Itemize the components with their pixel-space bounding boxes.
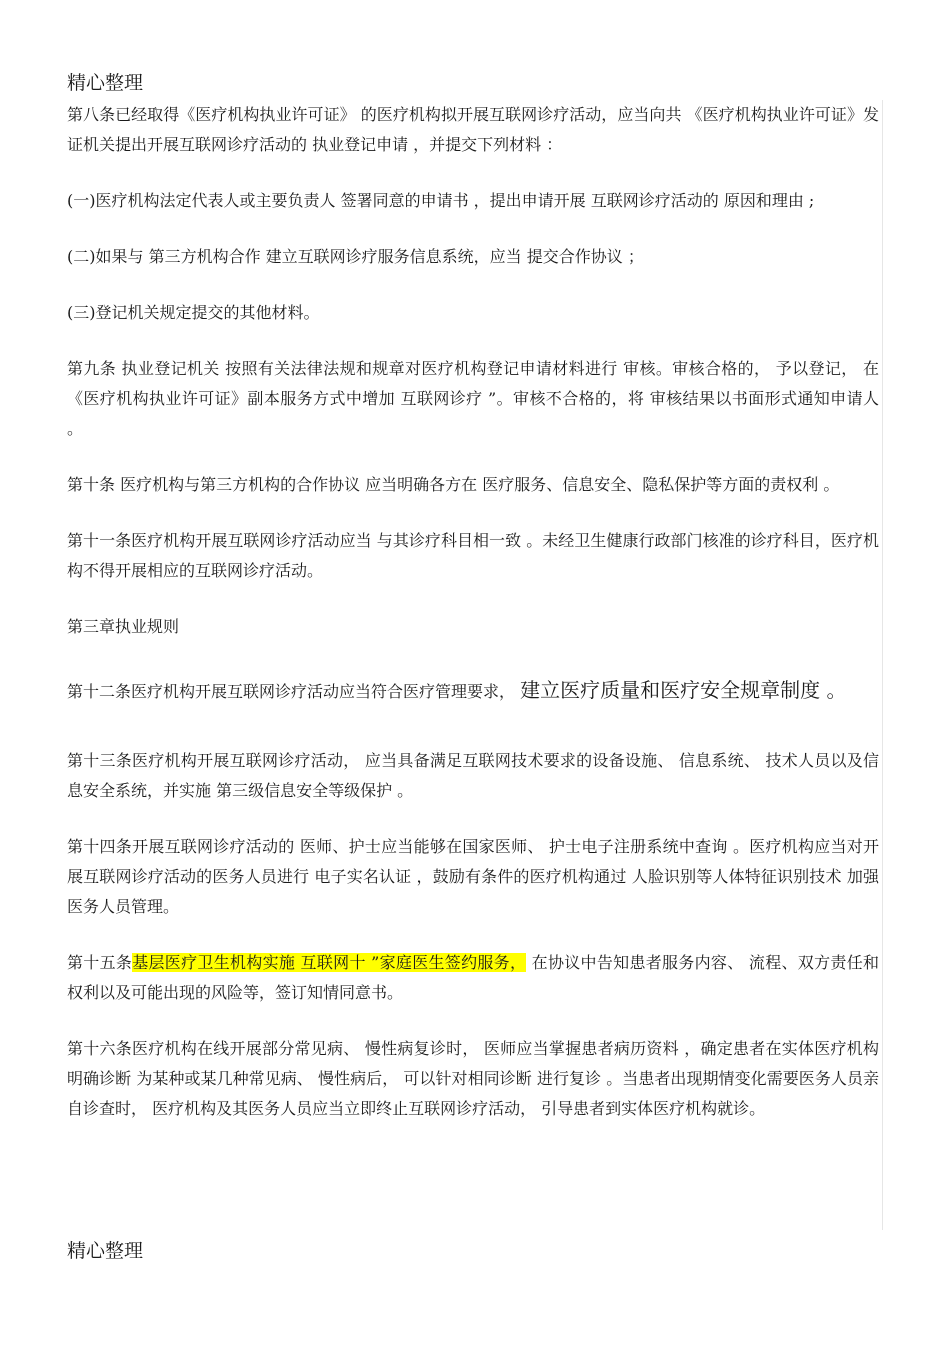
article-12-text: 第十二条医疗机构开展互联网诊疗活动应当符合医疗管理要求， — [67, 682, 521, 701]
article-16: 第十六条医疗机构在线开展部分常见病、 慢性病复诊时， 医师应当掌握患者病历资料 ，确定患者在实体医疗机构明确诊断 为某种或某几种常见病、 慢性病后， 可以针对相同诊断 进行复诊 。当患者出现期情变化需要医务人员亲自诊查时， 医疗机构及其医务人员应当立即终止互联网诊疗活动， 引导患者到实体医疗机构就诊。 — [67, 1039, 879, 1118]
article-9: 第九条 执业登记机关 按照有关法律法规和规章对医疗机构登记申请材料进行 审核。审核合格的， 予以登记， 在《医疗机构执业许可证》副本服务方式中增加 互联网诊疗 ”。审核不合格的，将 审核结果以书面形式通知申请人 。 — [67, 359, 879, 438]
chapter-heading: 第三章执业规则 — [67, 617, 180, 636]
page-header: 精心整理 — [67, 72, 144, 94]
article-14: 第十四条开展互联网诊疗活动的 医师、护士应当能够在国家医师、 护士电子注册系统中查询 。医疗机构应当对开展互联网诊疗活动的医务人员进行 电子实名认证 ，鼓励有条件的医疗机构通过 人脸识别等人体特征识别技术 加强医务人员管理。 — [67, 837, 879, 916]
article-15-lead: 第十五条 — [67, 953, 133, 972]
article-15-rest: 在协议中告知患者服务内容、 流程、双方责任和权利以及可能出现的风险等，签订知情同意书。 — [67, 953, 879, 1002]
article-11: 第十一条医疗机构开展互联网诊疗活动应当 与其诊疗科目相一致 。未经卫生健康行政部门核准的诊疗科目，医疗机构不得开展相应的互联网诊疗活动。 — [67, 531, 879, 580]
article-15-highlight: 基层医疗卫生机构实施 互联网十 ”家庭医生签约服务， — [132, 953, 527, 972]
document-body — [67, 100, 879, 1150]
article-8: 第八条已经取得《医疗机构执业许可证》 的医疗机构拟开展互联网诊疗活动，应当向共 《医疗机构执业许可证》发证机关提出开展互联网诊疗活动的 执业登记申请 ，并提交下列材料 ： — [67, 105, 879, 154]
article-8-item-3: (三)登记机关规定提交的其他材料。 — [67, 303, 320, 322]
article-10: 第十条 医疗机构与第三方机构的合作协议 应当明确各方在 医疗服务、信息安全、隐私保护等方面的责权利 。 — [67, 475, 840, 494]
article-8-item-1: (一)医疗机构法定代表人或主要负责人 签署同意的申请书 ，提出申请开展 互联网诊疗活动的 原因和理由 ; — [67, 191, 815, 210]
article-8-item-2: (二)如果与 第三方机构合作 建立互联网诊疗服务信息系统，应当 提交合作协议 ； — [67, 247, 644, 266]
article-15 — [67, 948, 879, 1008]
article-12-large-text: 建立医疗质量和医疗安全规章制度 。 — [520, 678, 847, 702]
page-footer: 精心整理 — [67, 1240, 144, 1262]
article-12 — [67, 666, 879, 716]
article-13: 第十三条医疗机构开展互联网诊疗活动， 应当具备满足互联网技术要求的设备设施、 信息系统、 技术人员以及信息安全系统，并实施 第三级信息安全等级保护 。 — [67, 751, 879, 800]
content-border — [882, 100, 883, 1230]
